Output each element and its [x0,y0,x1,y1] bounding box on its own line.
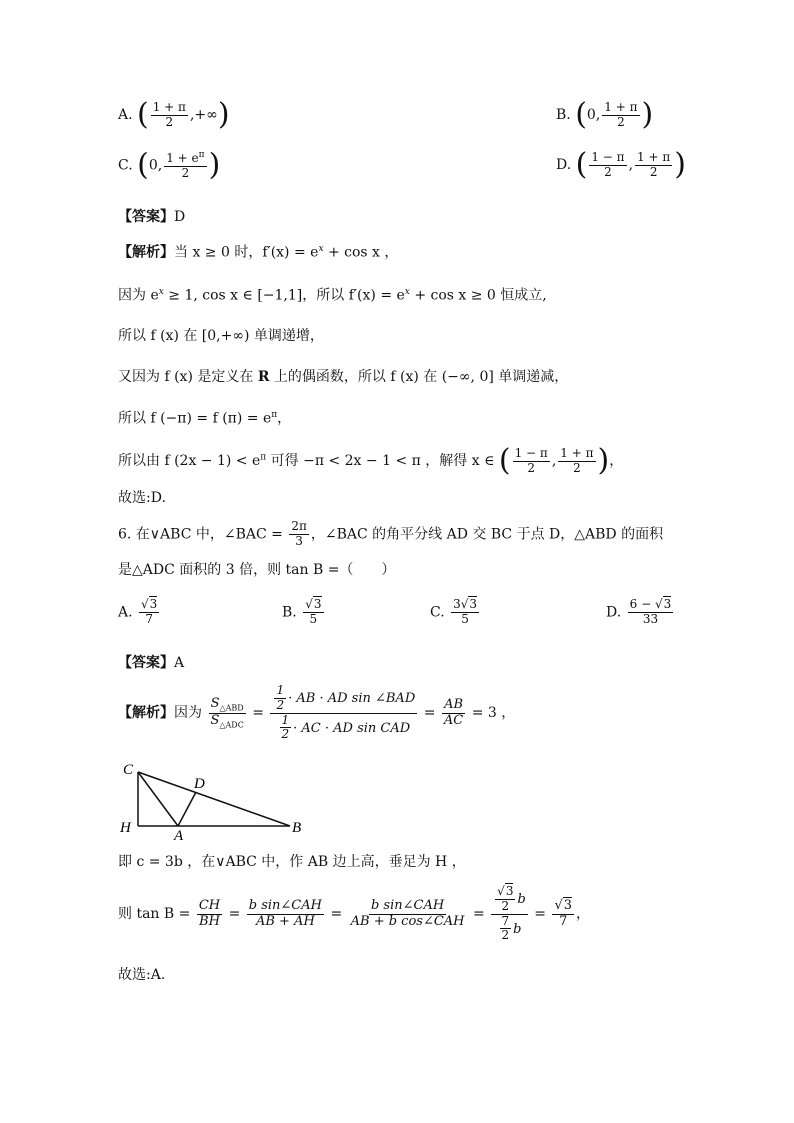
numerator: 7 [501,913,510,928]
exponent: π [198,150,205,160]
denominator: 2 [617,114,625,129]
area-subscript: △ADC [219,720,244,730]
equals: = [252,705,265,722]
q5-analysis-line4 [118,370,568,384]
answer-label: 【答案】 [118,209,174,225]
numerator [209,697,246,714]
analysis-text: 即 c = 3b ，在∨ABC 中，作 AB 边上高，垂足为 H ， [118,854,466,870]
numerator: 1 [281,712,290,727]
exponent-pi: π [260,452,267,463]
right-paren: ) [217,97,230,132]
radicand: 3 [563,897,573,913]
radicand: 3 [469,597,478,611]
equals-three: = 3 ， [471,705,516,722]
exponent-x: x [158,287,164,297]
numerator: 1 + π [604,99,638,114]
numerator-text: · AB · AD sin ∠BAD [288,690,416,706]
area-symbol: S [210,712,220,728]
denominator: AB + AH [255,913,315,929]
right-paren: ) [674,147,686,182]
denominator: 2 [604,164,612,179]
denominator [496,915,524,944]
vertex-a: A [174,828,184,840]
numerator: √3 [305,597,322,611]
inner-fraction [495,885,515,914]
zero: 0 [148,157,158,174]
q6-option-a [118,598,161,627]
fraction [139,598,159,627]
analysis-text-tail: + cos x ， [323,244,399,261]
analysis-text: 所以 f (−π) = f (π) = e [118,410,272,427]
area-subscript: △ABD [219,703,244,713]
stem-text: ，∠BAC 的角平分线 AD 交 BC 于点 D，△ABD 的面积 [310,526,664,543]
denominator: AC [443,712,464,728]
numerator-text: 1 + e [166,151,199,165]
denominator: AB + b cos∠CAH [350,913,465,929]
q5-analysis-line3 [118,329,324,343]
q6-option-c [430,598,481,627]
q6-stem-line1 [118,520,663,549]
numerator: AB [444,696,464,712]
denominator [208,714,245,730]
option-label: B. [282,604,297,621]
exponent-x: x [318,244,324,254]
option-label: D. [556,157,572,173]
q6-analysis-line1 [118,684,515,742]
denominator: BH [199,913,220,929]
conclusion-text: 故选:A. [118,967,166,983]
equals: = [228,906,241,923]
equals: = [534,906,546,923]
numerator: 3√3 [453,597,478,611]
numerator [164,150,206,167]
denominator: 2 [276,697,285,712]
fraction [513,447,550,476]
q5-analysis-line1 [118,245,398,260]
fraction [451,598,479,627]
half-fraction [280,714,292,743]
fraction [164,150,206,181]
side-cb [138,772,290,826]
numerator-text: 6 − [629,597,655,611]
denominator: 2 [573,460,581,475]
numerator: √3 [497,884,514,898]
analysis-text: ， [609,453,624,469]
analysis-text: 又因为 f (x) 是定义在 [118,369,258,385]
fraction [303,598,323,627]
cosine-fraction [349,899,467,930]
coefficient: 3 [453,597,461,611]
numerator: 1 − π [591,149,625,164]
exponent-x: x [404,287,410,297]
real-set-symbol: R [257,369,270,385]
denominator: 2 [501,898,510,913]
denominator: 2 [281,727,290,742]
side-ca [138,772,178,826]
analysis-text: 所以 f (x) 在 [0,+∞) 单调递增， [118,328,324,344]
fraction [289,520,309,549]
fraction [151,101,188,130]
left-paren: ( [575,147,588,182]
half-fraction [274,684,286,713]
vertex-d: D [194,776,205,792]
option-label: C. [430,604,445,621]
q5-option-a: A. ( $\frac{1 + \pi}{2}$ ,+∞) [118,97,230,132]
fraction [558,447,595,476]
bisector-ad [178,792,196,826]
side-ratio-fraction [442,698,465,729]
analysis-text: ， [277,410,292,427]
analysis-text: ≥ 1, cos x ∈ [−1,1]，所以 f′(x) = e [163,287,405,304]
right-paren: ) [208,147,221,183]
denominator: 5 [309,611,318,626]
numerator: 1 − π [514,445,548,460]
result-fraction [552,899,574,930]
denominator: 33 [642,611,659,626]
right-paren: ) [641,97,654,132]
vertex-b: B [292,820,302,836]
q6-analysis-line3 [118,885,590,943]
q5-analysis-line2 [118,288,547,303]
left-paren: ( [137,97,149,132]
answer-value: D [174,209,186,225]
q6-analysis-line2 [118,855,466,869]
left-paren: ( [498,443,511,478]
numerator [270,684,417,714]
option-label: A. [118,604,133,621]
variable-b: b [513,921,522,937]
triangle-figure [118,760,318,840]
option-label: B. [556,107,571,123]
denominator: 3 [295,533,303,548]
fraction [602,101,639,130]
q5-analysis-line6: 所以由 f $(2x - 1) < e^\pi$ 可得 −π < 2x − 1 < π ，解得 x ∈ ( $\frac{1 - \pi}{2}$ , $\frac{1 + \pi}{2}$ )， [118,443,624,478]
q6-option-b [282,598,326,627]
option-label: D. [606,604,622,621]
option-label: A. [118,107,133,123]
q5-analysis-line5 [118,411,291,426]
left-paren: ( [575,97,587,132]
q6-conclusion [118,968,165,982]
q6-stem-line2 [118,563,395,577]
equals: = [472,906,485,923]
radicand: 3 [505,884,514,898]
vertex-h: H [120,820,131,836]
numerator: 6 − √3 [629,597,672,611]
numerator: 1 + π [152,99,186,114]
numerator: √3 [141,597,158,611]
zero: 0 [586,107,596,123]
comma: ， [576,906,591,923]
analysis-text: 因为 [174,705,202,722]
numerator: b sin∠CAH [248,897,322,913]
compound-fraction [491,885,528,943]
analysis-text: + cos x ≥ 0 恒成立, [409,287,547,304]
radicand: 3 [149,597,158,611]
denominator: 2 [501,928,510,943]
q6-option-d [606,598,675,627]
q5-option-c: C. (0, $\frac{1 + e^\pi}{2}$ ) [118,147,221,183]
right-paren: ) [597,443,610,478]
denominator: 2 [165,114,174,129]
ch-bh-fraction [197,899,222,930]
sine-fraction [247,899,324,930]
analysis-text: 可得 −π < 2x − 1 < π ，解得 x ∈ [266,453,495,469]
fraction [589,151,626,180]
denominator: 2 [181,165,190,180]
analysis-text: 因为 e [118,287,159,304]
stem-text: 6. 在∨ABC 中，∠BAC = [118,526,283,543]
vertex-c: C [123,762,134,778]
denominator: 7 [145,611,153,626]
denominator-text: · AC · AD sin CAD [293,720,411,736]
answer-value: A [174,655,185,671]
infinity: +∞ [194,107,218,123]
numerator: √3 [554,897,573,913]
stem-text: 是△ADC 面积的 3 倍，则 tan B =（ ） [118,562,396,578]
radicand: 3 [663,597,672,611]
area-symbol: S [210,695,220,711]
q5-option-d: D. ( $\frac{1 - \pi}{2}$ , $\frac{1 + \pi}{2}$ ) [556,147,686,182]
denominator: 7 [559,913,568,929]
q6-answer [118,656,184,670]
analysis-text: 则 tan B = [118,906,191,923]
analysis-text: 上的偶函数，所以 f (x) 在 (−∞, 0] 单调递减， [269,369,569,385]
denominator [276,714,413,743]
q5-conclusion [118,491,166,505]
numerator: CH [198,897,221,913]
equals: = [330,906,343,923]
sine-area-fraction [270,684,417,742]
numerator: b sin∠CAH [370,897,445,913]
analysis-label: 【解析】 [118,244,174,261]
radicand: 3 [313,597,322,611]
variable-b: b [517,891,526,907]
area-ratio-fraction [208,697,245,730]
conclusion-text: 故选:D. [118,490,166,506]
numerator: 1 [276,683,285,697]
option-label: C. [118,157,133,174]
left-paren: ( [137,147,149,183]
exponent-pi: π [271,410,278,420]
q5-answer [118,210,185,224]
numerator: 1 + π [637,149,671,164]
equals: = [423,705,436,722]
fraction [635,151,672,180]
denominator: 2 [527,460,536,475]
numerator [491,885,528,915]
analysis-text: 当 x ≥ 0 时，f′(x) = e [174,244,319,261]
numerator: 2π [291,519,307,533]
analysis-text: 所以由 f (2x − 1) < e [118,453,261,469]
denominator: 5 [461,611,469,626]
numerator: 1 + π [560,445,594,460]
answer-label: 【答案】 [118,655,174,671]
inner-fraction [500,915,512,944]
analysis-label: 【解析】 [118,705,174,722]
fraction [628,598,674,627]
denominator: 2 [649,164,658,179]
q5-option-b: B. (0, $\frac{1 + \pi}{2}$ ) [556,97,654,132]
